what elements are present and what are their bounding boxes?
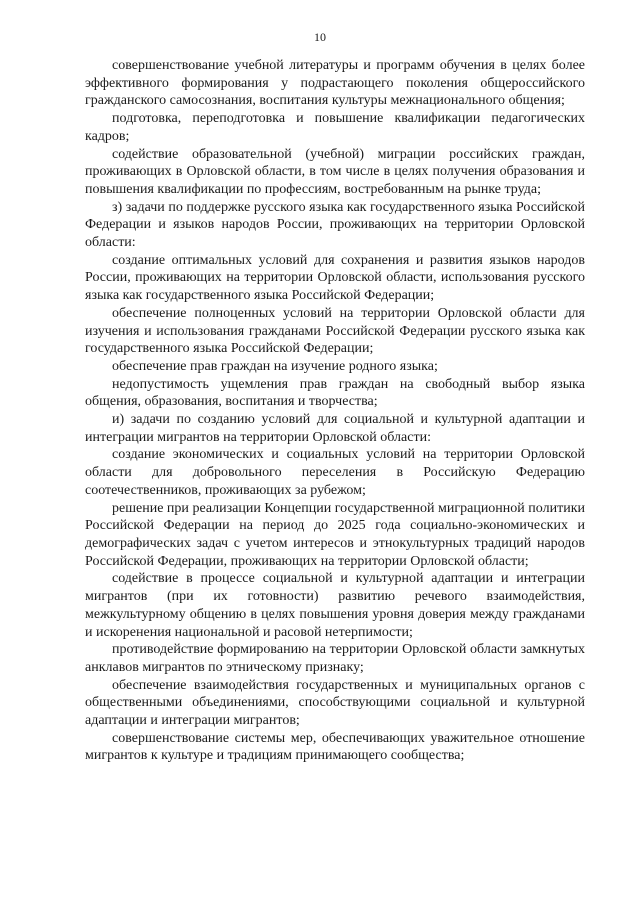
- paragraph-10: создание экономических и социальных условий на территории Орловской области для добровольного переселения в Российскую Федерацию соотечественников, проживающих за рубежом;: [85, 447, 585, 498]
- paragraph-15: совершенствование системы мер, обеспечивающих уважительное отношение мигрантов к культуре и традициям принимающего сообщества;: [85, 730, 585, 764]
- paragraph-3: содействие образовательной (учебной) миграции российских граждан, проживающих в Орловской области, в том числе в целях получения образования и повышения квалификации по профессиям, востребованным на рынке труда;: [85, 146, 585, 197]
- paragraph-4: з) задачи по поддержке русского языка как государственного языка Российской Федерации и языков народов России, проживающих на территории Орловской области:: [85, 199, 585, 251]
- page-number: 10: [314, 30, 326, 44]
- paragraph-9: и) задачи по созданию условий для социальной и культурной адаптации и интеграции мигрантов на территории Орловской области:: [85, 412, 585, 445]
- paragraph-14: обеспечение взаимодействия государственных и муниципальных органов с общественными объединениями, способствующими социальной и культурной адаптации и интеграции мигрантов;: [85, 677, 585, 729]
- paragraph-8: недопустимость ущемления прав граждан на свободный выбор языка общения, образования, воспитания и творчества;: [85, 376, 585, 410]
- paragraph-11: решение при реализации Концепции государственной миграционной политики Российской Федерации на период до 2025 года социально-экономических и демографических задач с учетом интересов и этнокультурных традиций народов Российской Федерации, проживающих на территории Орловской области;: [85, 500, 585, 569]
- body-text: [85, 57, 585, 765]
- paragraph-2: подготовка, переподготовка и повышение квалификации педагогических кадров;: [85, 111, 585, 144]
- paragraph-7: обеспечение прав граждан на изучение родного языка;: [112, 358, 438, 374]
- paragraph-13: противодействие формированию на территории Орловской области замкнутых анклавов мигрантов по этническому признаку;: [85, 642, 585, 675]
- paragraph-12: содействие в процессе социальной и культурной адаптации и интеграции мигрантов (при их готовности) развитию речевого взаимодействия, межкультурному общению в целях повышения уровня доверия между гражданами и искоренения национальной и расовой нетерпимости;: [85, 571, 585, 640]
- paragraph-6: обеспечение полноценных условий на территории Орловской области для изучения и использования гражданами Российской Федерации русского языка как государственного языка Российской Федерации;: [85, 305, 585, 357]
- paragraph-5: создание оптимальных условий для сохранения и развития языков народов России, проживающих на территории Орловской области, использования русского языка как государственного языка Российской Федерации;: [85, 252, 585, 304]
- paragraph-1: совершенствование учебной литературы и программ обучения в целях более эффективного формирования у подрастающего поколения общероссийского гражданского самосознания, воспитания культуры межнационального общения;: [85, 58, 585, 109]
